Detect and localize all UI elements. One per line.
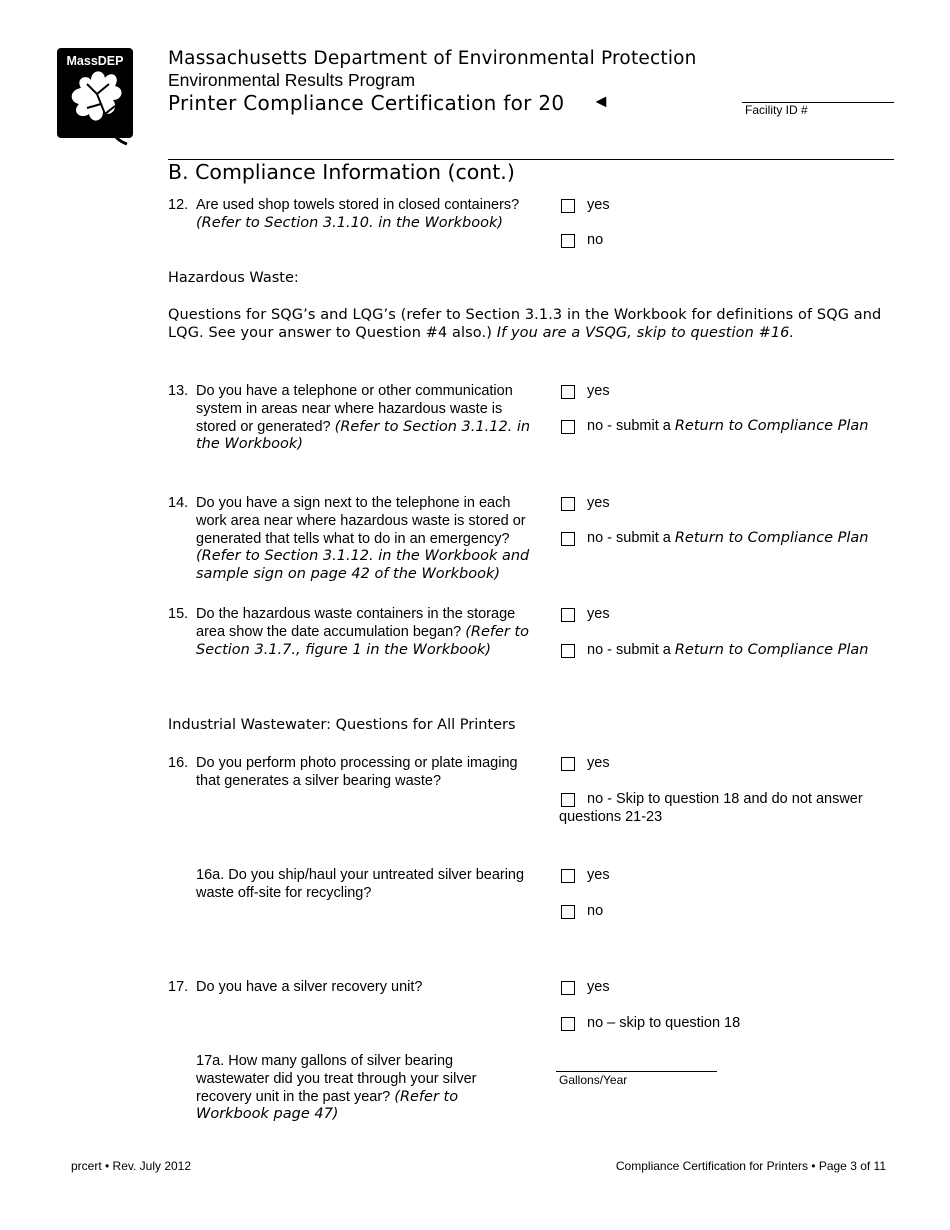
q13-no-checkbox[interactable]: [561, 420, 575, 434]
question-reference: (Refer to Section 3.1.7., figure 1 in the Workbook): [196, 623, 530, 658]
return-to-compliance-plan: Return to Compliance Plan: [674, 642, 869, 658]
q15-yes-checkbox[interactable]: [561, 608, 575, 622]
no-text: no - submit a: [587, 530, 671, 546]
question-text: Do you have a telephone or other communication system in areas near where hazardous waste is stored or generated?: [196, 383, 513, 435]
question-number: 13.: [168, 383, 189, 399]
q14-yes-label: yes: [587, 495, 610, 511]
question-12: [168, 197, 538, 233]
question-text: Are used shop towels stored in closed containers?: [196, 197, 520, 213]
agency-name: Massachusetts Department of Environmental Protection: [168, 48, 697, 69]
gallons-per-year-field[interactable]: [556, 1052, 717, 1071]
no-text: no - submit a: [587, 418, 671, 434]
q17-yes-checkbox[interactable]: [561, 981, 575, 995]
question-reference: (Refer to Workbook page 47): [196, 1088, 459, 1123]
q13-yes-checkbox[interactable]: [561, 385, 575, 399]
q16a-yes-label: yes: [587, 867, 610, 883]
q17-no-checkbox[interactable]: [561, 1017, 575, 1031]
program-name: Environmental Results Program: [168, 70, 416, 90]
wastewater-heading: Industrial Wastewater: Questions for All Printers: [168, 717, 516, 733]
intro-text: Questions for SQG’s and LQG’s (refer to Section 3.1.3 in the Workbook for definitions of SQG and LQG. See your answer to Question #4 also.): [168, 307, 882, 341]
q16-no-checkbox[interactable]: [561, 793, 575, 807]
q16-no-label: no - Skip to question 18 and do not answer: [587, 791, 863, 807]
question-17: [168, 979, 538, 997]
question-number: 12.: [168, 197, 189, 213]
question-number: 17.: [168, 979, 189, 995]
gallons-per-year-label: Gallons/Year: [559, 1073, 628, 1087]
q12-yes-label: yes: [587, 197, 610, 213]
q16-yes-label: yes: [587, 755, 610, 771]
return-to-compliance-plan: Return to Compliance Plan: [674, 418, 869, 434]
form-title-text: Printer Compliance Certification for 20: [168, 91, 565, 115]
arrow-marker: ◄: [592, 91, 610, 111]
facility-id-label: Facility ID #: [745, 103, 808, 117]
question-text: Do the hazardous waste containers in the storage area show the date accumulation began?: [196, 606, 516, 640]
no-text: no - submit a: [587, 642, 671, 658]
question-15: [168, 606, 538, 659]
q13-no-label: [587, 418, 868, 436]
question-reference: (Refer to Section 3.1.10. in the Workbook): [196, 214, 504, 231]
q14-no-label: [587, 530, 868, 548]
question-number: 14.: [168, 495, 189, 511]
q16a-no-checkbox[interactable]: [561, 905, 575, 919]
q16a-no-label: no: [587, 903, 604, 919]
q12-no-checkbox[interactable]: [561, 234, 575, 248]
question-16a: [196, 867, 536, 903]
hazardous-waste-intro: [168, 306, 894, 342]
intro-italic: If you are a VSQG, skip to question #16.: [496, 325, 795, 341]
question-17a: [196, 1053, 516, 1124]
q13-yes-label: yes: [587, 383, 610, 399]
hazardous-waste-heading: Hazardous Waste:: [168, 270, 299, 286]
footer-left: prcert • Rev. July 2012: [71, 1159, 192, 1173]
question-reference: (Refer to Section 3.1.12. in the Workbook and sample sign on page 42 of the Workbook): [196, 548, 530, 583]
question-number: 16.: [168, 755, 189, 771]
q17-yes-label: yes: [587, 979, 610, 995]
question-reference: (Refer to Section 3.1.12. in the Workbook): [196, 418, 531, 453]
question-text: Do you have a silver recovery unit?: [196, 979, 423, 995]
q15-no-label: [587, 642, 868, 660]
form-title: [168, 91, 564, 115]
question-text: Do you perform photo processing or plate imaging that generates a silver bearing waste?: [196, 755, 518, 789]
massdep-logo: [57, 48, 135, 146]
q16a-yes-checkbox[interactable]: [561, 869, 575, 883]
facility-id-field[interactable]: [742, 84, 894, 102]
question-text: Do you have a sign next to the telephone in each work area near where hazardous waste is stored or generated that tells what to do in an emergency?: [196, 495, 526, 547]
question-text: 16a. Do you ship/haul your untreated silver bearing waste off-site for recycling?: [196, 867, 525, 901]
q12-yes-checkbox[interactable]: [561, 199, 575, 213]
section-title: B. Compliance Information (cont.): [168, 160, 515, 184]
question-14: [168, 495, 538, 584]
q15-yes-label: yes: [587, 606, 610, 622]
q16-yes-checkbox[interactable]: [561, 757, 575, 771]
question-13: [168, 383, 538, 454]
logo-text: MassDEP: [66, 54, 124, 68]
q16-no-label-continued: questions 21-23: [559, 809, 663, 825]
question-number: 15.: [168, 606, 189, 622]
question-16: [168, 755, 538, 791]
question-text: 17a. How many gallons of silver bearing wastewater did you treat through your silver recovery unit in the past year?: [196, 1053, 477, 1105]
gallons-per-year-line: [556, 1071, 717, 1072]
q12-no-label: no: [587, 232, 604, 248]
q14-yes-checkbox[interactable]: [561, 497, 575, 511]
return-to-compliance-plan: Return to Compliance Plan: [674, 530, 869, 546]
q14-no-checkbox[interactable]: [561, 532, 575, 546]
q15-no-checkbox[interactable]: [561, 644, 575, 658]
footer-right: Compliance Certification for Printers • Page 3 of 11: [615, 1159, 886, 1173]
q17-no-label: no – skip to question 18: [587, 1015, 741, 1031]
